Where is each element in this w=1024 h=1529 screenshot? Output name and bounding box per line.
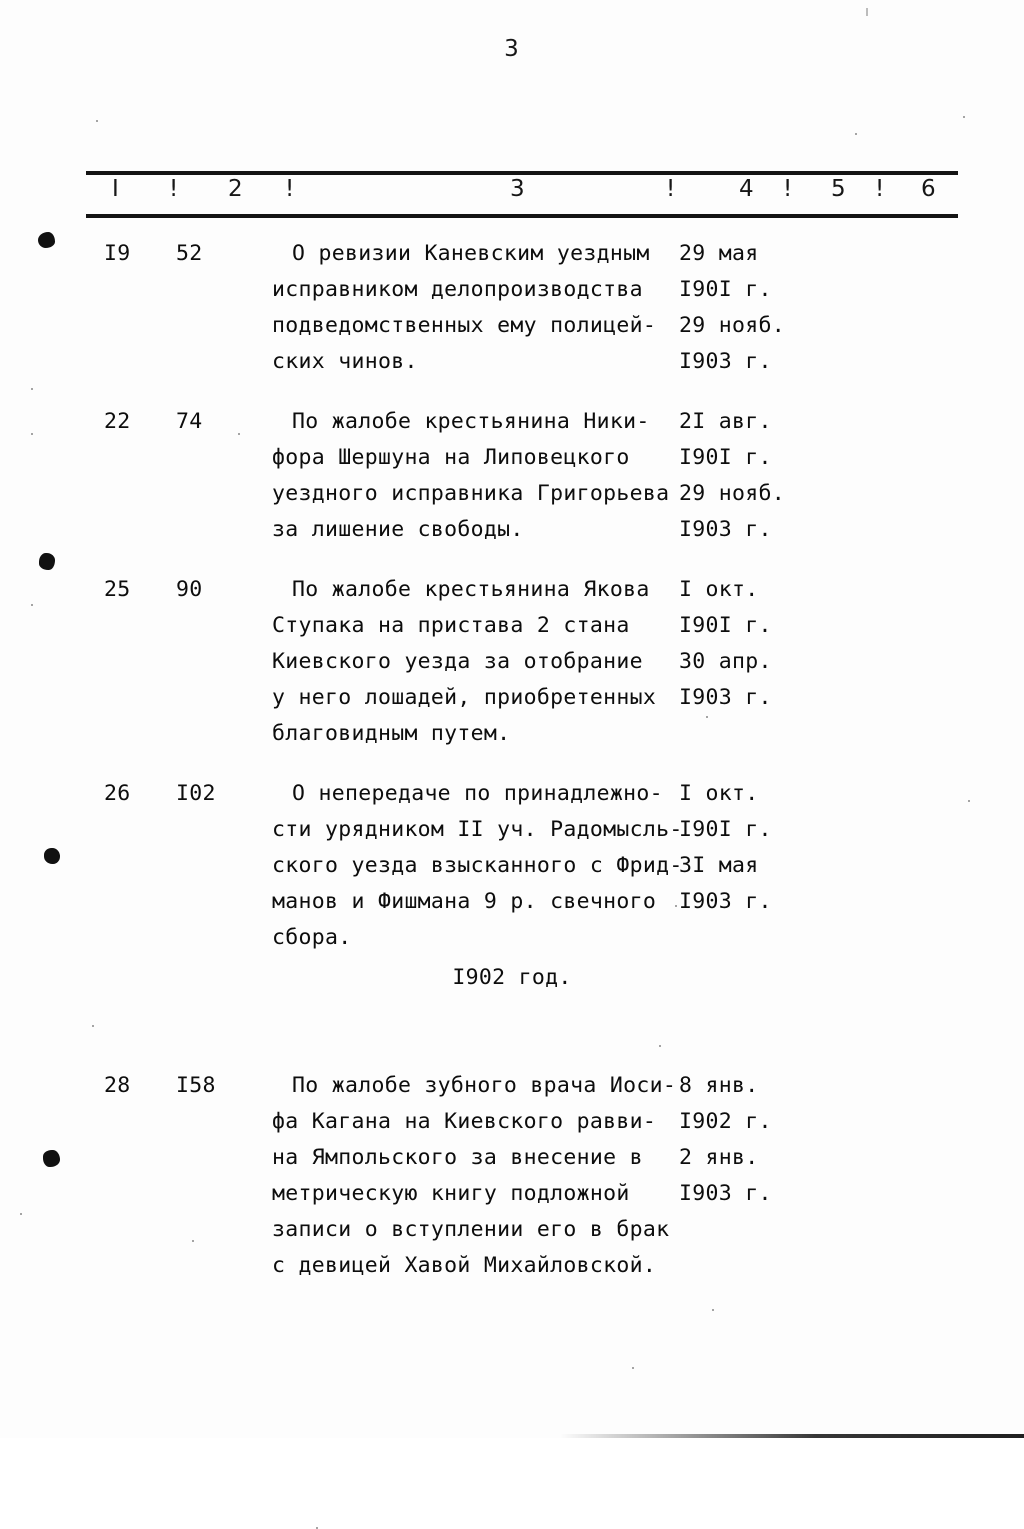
entry-description-line: По жалобе крестьянина Якова bbox=[292, 577, 650, 602]
table-row-line bbox=[0, 812, 1024, 848]
table-row-line bbox=[0, 344, 1024, 380]
page-number: 3 bbox=[504, 36, 520, 62]
scan-edge-shadow bbox=[560, 1434, 1024, 1438]
entry-date-line: I902 г. bbox=[679, 1109, 772, 1134]
year-section-heading: I902 год. bbox=[452, 965, 572, 990]
entry-date-line: I903 г. bbox=[679, 349, 772, 374]
entry-date-line: 29 нояб. bbox=[679, 481, 785, 506]
entry-date-line: 30 апр. bbox=[679, 649, 772, 674]
column-header-3: 3 bbox=[510, 176, 525, 202]
entry-description-line: метрическую книгу подложной bbox=[272, 1181, 630, 1206]
entry-description-line: на Ямпольского за внесение в bbox=[272, 1145, 643, 1170]
entry-description-line: у него лошадей, приобретенных bbox=[272, 685, 657, 710]
scan-speck bbox=[855, 133, 857, 135]
scan-speck bbox=[968, 800, 970, 802]
table-top-rule bbox=[86, 171, 958, 175]
entry-description-line: с девицей Хавой Михайловской. bbox=[272, 1253, 657, 1278]
table-row-line bbox=[0, 572, 1024, 608]
table-row-line bbox=[0, 644, 1024, 680]
entry-description-line: Киевского уезда за отобрание bbox=[272, 649, 643, 674]
table-row-line bbox=[0, 476, 1024, 512]
scan-speck bbox=[96, 120, 98, 122]
table-row-line bbox=[0, 440, 1024, 476]
scan-speck bbox=[31, 433, 33, 435]
scan-speck bbox=[712, 1309, 714, 1311]
ink-blob-2 bbox=[39, 553, 55, 570]
entry-file-number: 52 bbox=[176, 241, 203, 266]
entry-description-line: за лишение свободы. bbox=[272, 517, 524, 542]
ink-blob-4 bbox=[43, 1150, 60, 1167]
entry-date-line: I903 г. bbox=[679, 685, 772, 710]
entry-date-line: I окт. bbox=[679, 577, 759, 602]
column-header-2: 2 bbox=[228, 176, 243, 202]
entry-date-line: I окт. bbox=[679, 781, 759, 806]
entry-description-line: сти урядником II уч. Радомысль- bbox=[272, 817, 683, 842]
column-separator-5: ! bbox=[875, 176, 885, 202]
column-separator-2: ! bbox=[285, 176, 295, 202]
table-row-line bbox=[0, 236, 1024, 272]
column-header-6: 6 bbox=[921, 176, 936, 202]
entry-description-line: Ступака на пристава 2 стана bbox=[272, 613, 630, 638]
entry-date-line: 29 нояб. bbox=[679, 313, 785, 338]
scan-speck bbox=[963, 116, 965, 118]
table-row-line bbox=[0, 404, 1024, 440]
table-row-line bbox=[0, 1212, 1024, 1248]
table-row-line bbox=[0, 848, 1024, 884]
entry-description-line: манов и Фишмана 9 р. свечного bbox=[272, 889, 657, 914]
scan-speck bbox=[238, 433, 240, 435]
entry-file-number: 74 bbox=[176, 409, 203, 434]
entry-date-line: I903 г. bbox=[679, 889, 772, 914]
entries-1901 bbox=[0, 236, 1024, 980]
entries-1902 bbox=[0, 1068, 1024, 1308]
column-separator-1: ! bbox=[169, 176, 179, 202]
entry-number: 25 bbox=[104, 577, 131, 602]
entry-description-line: ского уезда взысканного с Фрид- bbox=[272, 853, 683, 878]
scan-speck bbox=[675, 905, 677, 907]
entry-date-line: I903 г. bbox=[679, 517, 772, 542]
entry-number: 22 bbox=[104, 409, 131, 434]
entry-date-line: 2 янв. bbox=[679, 1145, 759, 1170]
table-row-line bbox=[0, 1104, 1024, 1140]
column-separator-4: ! bbox=[783, 176, 793, 202]
entry-date-line: I90I г. bbox=[679, 817, 772, 842]
entry-date-line: 2I авг. bbox=[679, 409, 772, 434]
table-row bbox=[0, 404, 1024, 548]
entry-file-number: I02 bbox=[176, 781, 216, 806]
column-header-row bbox=[86, 176, 958, 214]
entry-file-number: I58 bbox=[176, 1073, 216, 1098]
entry-description-line: По жалобе крестьянина Ники- bbox=[292, 409, 650, 434]
entry-date-line: 29 мая bbox=[679, 241, 759, 266]
scan-speck bbox=[20, 1213, 22, 1215]
table-row-line bbox=[0, 1068, 1024, 1104]
table-row-line bbox=[0, 308, 1024, 344]
ink-blob-1 bbox=[38, 232, 55, 248]
scan-speck bbox=[92, 1025, 94, 1027]
table-row bbox=[0, 572, 1024, 752]
entry-description-line: подведомственных ему полицей- bbox=[272, 313, 657, 338]
table-row-line bbox=[0, 512, 1024, 548]
table-row-line bbox=[0, 776, 1024, 812]
table-row-line bbox=[0, 1140, 1024, 1176]
entry-file-number: 90 bbox=[176, 577, 203, 602]
entry-date-line: I90I г. bbox=[679, 445, 772, 470]
scan-speck bbox=[31, 388, 33, 390]
entry-date-line: 8 янв. bbox=[679, 1073, 759, 1098]
column-header-5: 5 bbox=[831, 176, 846, 202]
entry-description-line: По жалобе зубного врача Иоси- bbox=[292, 1073, 677, 1098]
table-row-line bbox=[0, 680, 1024, 716]
table-row-line bbox=[0, 608, 1024, 644]
table-row-line bbox=[0, 272, 1024, 308]
table-row bbox=[0, 236, 1024, 380]
scan-speck bbox=[192, 1240, 194, 1242]
scan-speck bbox=[659, 1045, 661, 1047]
scan-speck bbox=[31, 604, 33, 606]
table-row bbox=[0, 776, 1024, 956]
table-row-line bbox=[0, 1176, 1024, 1212]
entry-description-line: О ревизии Каневским уездным bbox=[292, 241, 650, 266]
entry-date-line: I90I г. bbox=[679, 613, 772, 638]
entry-number: 26 bbox=[104, 781, 131, 806]
entry-date-line: 3I мая bbox=[679, 853, 759, 878]
column-header-4: 4 bbox=[739, 176, 754, 202]
entry-description-line: благовидным путем. bbox=[272, 721, 511, 746]
scan-speck bbox=[706, 716, 708, 718]
entry-description-line: фора Шершуна на Липовецкого bbox=[272, 445, 630, 470]
table-row bbox=[0, 1068, 1024, 1284]
entry-date-line: I903 г. bbox=[679, 1181, 772, 1206]
entry-number: 28 bbox=[104, 1073, 131, 1098]
entry-description-line: сбора. bbox=[272, 925, 352, 950]
entry-date-line: I90I г. bbox=[679, 277, 772, 302]
entry-description-line: О непередаче по принадлежно- bbox=[292, 781, 663, 806]
scan-speck bbox=[632, 1367, 634, 1369]
entry-description-line: исправником делопроизводства bbox=[272, 277, 643, 302]
column-separator-3: ! bbox=[666, 176, 676, 202]
table-row-line bbox=[0, 884, 1024, 920]
entry-description-line: записи о вступлении его в брак bbox=[272, 1217, 670, 1242]
table-row-line bbox=[0, 716, 1024, 752]
scan-speck bbox=[866, 8, 868, 16]
ink-blob-3 bbox=[44, 848, 60, 864]
entry-description-line: ских чинов. bbox=[272, 349, 418, 374]
table-row-line bbox=[0, 1248, 1024, 1284]
entry-description-line: уездного исправника Григорьева bbox=[272, 481, 670, 506]
entry-description-line: фа Кагана на Киевского равви- bbox=[272, 1109, 657, 1134]
column-header-1: I bbox=[112, 176, 119, 202]
table-bottom-rule bbox=[86, 214, 958, 218]
entry-number: I9 bbox=[104, 241, 131, 266]
table-row-line bbox=[0, 920, 1024, 956]
